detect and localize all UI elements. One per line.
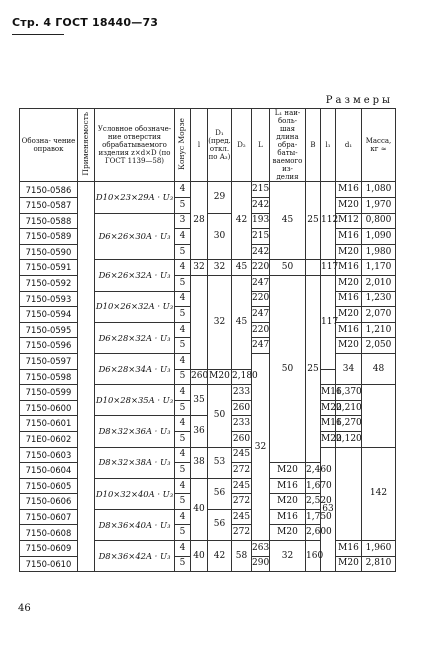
d-1-cell: M16 bbox=[336, 229, 362, 245]
conditional-cell: D8×36×42A · U₃ bbox=[95, 541, 175, 572]
d1-cell: 35 bbox=[191, 385, 208, 416]
page-header: Стр. 4 ГОСТ 18440—73 bbox=[12, 16, 159, 29]
morse-cell: 5 bbox=[175, 338, 191, 354]
designation-cell: 7150-0597 bbox=[20, 353, 78, 369]
morse-cell: 5 bbox=[175, 463, 191, 479]
L-cell: 245 bbox=[232, 447, 252, 463]
mass-cell: 1,170 bbox=[362, 260, 396, 276]
conditional-cell: D10×28×35A · U₃ bbox=[95, 385, 175, 416]
designation-cell: 7150-0606 bbox=[20, 494, 78, 510]
L-cell: 260 bbox=[232, 431, 252, 447]
table-row bbox=[20, 260, 396, 276]
d-1-cell: M20 bbox=[336, 244, 362, 260]
designation-cell: 7150-0600 bbox=[20, 400, 78, 416]
L-cell: 193 bbox=[252, 213, 270, 229]
table-row bbox=[20, 275, 396, 291]
B-cell: 25 bbox=[306, 182, 321, 260]
mass-cell: 2,120 bbox=[336, 431, 362, 447]
d-1-cell: M16 bbox=[321, 385, 336, 401]
table-row bbox=[20, 447, 396, 463]
L-cell: 247 bbox=[252, 338, 270, 354]
d1-cell: 40 bbox=[191, 478, 208, 540]
L-cell: 260 bbox=[191, 369, 208, 385]
conditional-cell: D8×32×38A · U₃ bbox=[95, 447, 175, 478]
morse-cell: 4 bbox=[175, 509, 191, 525]
page-number: 46 bbox=[18, 603, 31, 614]
L-cell: 272 bbox=[232, 525, 252, 541]
L-cell: 272 bbox=[232, 463, 252, 479]
designation-cell: 7150-0607 bbox=[20, 509, 78, 525]
mass-cell: 2,070 bbox=[362, 307, 396, 323]
L-cell: 220 bbox=[252, 291, 270, 307]
mass-cell: 1,270 bbox=[336, 416, 362, 432]
col-header-mass: Масса, кг ≈ bbox=[362, 109, 396, 182]
d-1-cell: M20 bbox=[270, 463, 306, 479]
mass-cell: 1,210 bbox=[362, 322, 396, 338]
d-1-cell: M20 bbox=[321, 431, 336, 447]
designation-cell: 7150-0590 bbox=[20, 244, 78, 260]
mass-cell: 2,520 bbox=[306, 494, 321, 510]
conditional-cell: D6×26×30A · U₃ bbox=[95, 213, 175, 260]
mass-cell: 2,010 bbox=[362, 275, 396, 291]
morse-cell: 4 bbox=[175, 182, 191, 198]
l1-cell: 117 bbox=[321, 275, 336, 369]
morse-cell: 4 bbox=[175, 260, 191, 276]
mass-cell: 1,970 bbox=[362, 198, 396, 214]
d-1-cell: M20 bbox=[336, 198, 362, 214]
conditional-cell: D6×28×34A · U₃ bbox=[95, 353, 175, 384]
d2-cell: 53 bbox=[208, 447, 232, 478]
d-1-cell: M16 bbox=[270, 478, 306, 494]
B-cell: 32 bbox=[270, 541, 306, 572]
L-cell: 290 bbox=[252, 556, 270, 572]
L-cell: 263 bbox=[252, 541, 270, 557]
mass-cell: 1,960 bbox=[362, 541, 396, 557]
d2-cell: 50 bbox=[208, 385, 232, 447]
L-cell: 245 bbox=[232, 509, 252, 525]
L-cell: 215 bbox=[252, 182, 270, 198]
designation-cell: 7150-0591 bbox=[20, 260, 78, 276]
morse-cell: 5 bbox=[175, 307, 191, 323]
conditional-cell: D10×23×29A · U₃ bbox=[95, 182, 175, 213]
l1-cell: 112 bbox=[321, 182, 336, 260]
d1-cell: 38 bbox=[191, 447, 208, 478]
conditional-cell: D8×32×36A · U₃ bbox=[95, 416, 175, 447]
d1-cell: 32 bbox=[208, 275, 232, 369]
mass-cell: 1,980 bbox=[362, 244, 396, 260]
mass-cell: 1,090 bbox=[362, 229, 396, 245]
morse-cell: 4 bbox=[175, 322, 191, 338]
l-cell bbox=[191, 275, 208, 369]
d-1-cell: M20 bbox=[336, 275, 362, 291]
designation-cell: 7150-0596 bbox=[20, 338, 78, 354]
designation-cell: 7150-0586 bbox=[20, 182, 78, 198]
d1-cell: 36 bbox=[191, 416, 208, 447]
mass-cell: 2,180 bbox=[232, 369, 252, 385]
designation-cell: 7150-0608 bbox=[20, 525, 78, 541]
morse-cell: 5 bbox=[175, 400, 191, 416]
d-1-cell: M16 bbox=[336, 182, 362, 198]
designation-cell: 7150-0609 bbox=[20, 541, 78, 557]
mass-cell: 2,210 bbox=[336, 400, 362, 416]
mass-cell: 1,750 bbox=[306, 509, 321, 525]
col-header-L: L bbox=[252, 109, 270, 182]
col-header-designation: Обозна- чение оправок bbox=[20, 109, 78, 182]
l1-cell: 117 bbox=[321, 260, 336, 276]
B-cell: 25 bbox=[306, 275, 321, 462]
designation-cell: 7150-0604 bbox=[20, 463, 78, 479]
d2-cell: 42 bbox=[232, 182, 252, 260]
morse-cell: 4 bbox=[175, 541, 191, 557]
morse-cell: 4 bbox=[175, 291, 191, 307]
col-header-d-1: d₁ bbox=[336, 109, 362, 182]
conditional-cell: D6×28×32A · U₃ bbox=[95, 322, 175, 353]
designation-cell: 7150-0601 bbox=[20, 416, 78, 432]
L-cell: 233 bbox=[232, 416, 252, 432]
designation-cell: 7150-0595 bbox=[20, 322, 78, 338]
d1-cell: 29 bbox=[208, 182, 232, 213]
d-1-cell: M16 bbox=[336, 541, 362, 557]
d-1-cell: M20 bbox=[270, 525, 306, 541]
L-cell: 220 bbox=[252, 322, 270, 338]
designation-cell: 7150-0593 bbox=[20, 291, 78, 307]
designation-cell: 7150-0605 bbox=[20, 478, 78, 494]
d-1-cell: M20 bbox=[321, 400, 336, 416]
d2-cell: 56 bbox=[208, 509, 232, 540]
morse-cell: 4 bbox=[175, 353, 191, 369]
morse-cell: 4 bbox=[175, 416, 191, 432]
table-header-row bbox=[20, 109, 396, 182]
morse-cell: 4 bbox=[175, 447, 191, 463]
d-1-cell: M12 bbox=[336, 213, 362, 229]
L1-cell: 50 bbox=[270, 260, 306, 276]
table-row bbox=[20, 213, 396, 229]
L-cell: 247 bbox=[252, 307, 270, 323]
col-header-d1: D₁ (пред. откл. по A₃) bbox=[208, 109, 232, 182]
l1-cell: 142 bbox=[362, 447, 396, 541]
d2-cell: 58 bbox=[232, 541, 252, 572]
designation-cell: 7150-0589 bbox=[20, 229, 78, 245]
applicability-cell bbox=[78, 182, 95, 572]
B-cell bbox=[306, 260, 321, 276]
d-1-cell: M16 bbox=[336, 322, 362, 338]
mass-cell: 2,600 bbox=[306, 525, 321, 541]
col-header-applicability: Применяемость bbox=[78, 109, 95, 182]
L1-cell: 50 bbox=[270, 275, 306, 462]
col-header-d2: D₂ bbox=[232, 109, 252, 182]
d2-cell: 45 bbox=[232, 260, 252, 276]
L1-cell: 63 bbox=[321, 447, 336, 572]
dimensions-table bbox=[19, 108, 396, 572]
L-cell: 242 bbox=[252, 198, 270, 214]
col-header-l1: l₁ bbox=[321, 109, 336, 182]
dimensions-label: Размеры bbox=[325, 95, 393, 106]
morse-cell: 5 bbox=[175, 369, 191, 385]
d2-cell: 48 bbox=[362, 353, 396, 384]
d-1-cell: M20 bbox=[270, 494, 306, 510]
col-header-conditional: Условное обозначе- ние отверстия обрабатываемого изделия z×d×D (по ГОСТ 1139—58) bbox=[95, 109, 175, 182]
L-cell: 215 bbox=[252, 229, 270, 245]
mass-cell: 2,460 bbox=[306, 463, 321, 479]
conditional-cell: D8×36×40A · U₃ bbox=[95, 509, 175, 540]
table-row bbox=[20, 541, 396, 557]
morse-cell: 5 bbox=[175, 244, 191, 260]
L-cell: 233 bbox=[232, 385, 252, 401]
l-cell: 32 bbox=[191, 260, 208, 276]
col-header-B: B bbox=[306, 109, 321, 182]
designation-cell: 7150-0594 bbox=[20, 307, 78, 323]
mass-cell: 1,370 bbox=[336, 385, 362, 401]
col-header-L1: L₁ наи- боль- шая длина обра- баты- ваемого из- делия bbox=[270, 109, 306, 182]
designation-cell: 7150-0588 bbox=[20, 213, 78, 229]
d1-cell: 42 bbox=[208, 541, 232, 572]
d-1-cell: M20 bbox=[336, 338, 362, 354]
d-1-cell: M20 bbox=[336, 307, 362, 323]
d-1-cell: M16 bbox=[270, 509, 306, 525]
d1-cell: 32 bbox=[208, 260, 232, 276]
morse-cell: 5 bbox=[175, 525, 191, 541]
B-cell bbox=[336, 447, 362, 541]
designation-cell: 7150-0598 bbox=[20, 369, 78, 385]
designation-cell: 7150-0603 bbox=[20, 447, 78, 463]
L1-cell: 45 bbox=[270, 182, 306, 260]
d2-cell: 56 bbox=[208, 478, 232, 509]
col-header-morse: Конус Морзе bbox=[175, 109, 191, 182]
designation-cell: 7150-0599 bbox=[20, 385, 78, 401]
mass-cell: 1,080 bbox=[362, 182, 396, 198]
d-1-cell: M16 bbox=[321, 416, 336, 432]
L-cell: 245 bbox=[232, 478, 252, 494]
d-1-cell: M16 bbox=[336, 260, 362, 276]
d-1-cell: M20 bbox=[208, 369, 232, 385]
conditional-cell: D6×26×32A · U₃ bbox=[95, 260, 175, 291]
mass-cell: 2,050 bbox=[362, 338, 396, 354]
conditional-cell: D10×26×32A · U₃ bbox=[95, 291, 175, 322]
morse-cell: 5 bbox=[175, 198, 191, 214]
d1-cell: 30 bbox=[208, 213, 232, 260]
designation-cell: 7150-0587 bbox=[20, 198, 78, 214]
l-cell: 40 bbox=[191, 541, 208, 572]
d2-cell: 45 bbox=[232, 275, 252, 369]
morse-cell: 5 bbox=[175, 275, 191, 291]
col-header-l: l bbox=[191, 109, 208, 182]
mass-cell: 1,230 bbox=[362, 291, 396, 307]
designation-cell: 7150-0610 bbox=[20, 556, 78, 572]
L-cell: 247 bbox=[252, 275, 270, 291]
d-1-cell: M16 bbox=[336, 291, 362, 307]
morse-cell: 5 bbox=[175, 556, 191, 572]
mass-cell: 1,670 bbox=[306, 478, 321, 494]
d1-cell: 34 bbox=[336, 353, 362, 384]
morse-cell: 3 bbox=[175, 213, 191, 229]
L-cell: 220 bbox=[252, 260, 270, 276]
morse-cell: 4 bbox=[175, 229, 191, 245]
table-row bbox=[20, 385, 396, 401]
conditional-cell: D10×32×40A · U₃ bbox=[95, 478, 175, 509]
table-row bbox=[20, 182, 396, 198]
L-cell: 260 bbox=[232, 400, 252, 416]
header-rule bbox=[12, 34, 64, 35]
l-cell: 32 bbox=[252, 353, 270, 540]
l-cell: 28 bbox=[191, 182, 208, 260]
mass-cell: 0,800 bbox=[362, 213, 396, 229]
l1-cell: 160 bbox=[306, 541, 321, 572]
morse-cell: 5 bbox=[175, 494, 191, 510]
designation-cell: 7150-0592 bbox=[20, 275, 78, 291]
morse-cell: 5 bbox=[175, 431, 191, 447]
mass-cell: 2,810 bbox=[362, 556, 396, 572]
designation-cell: 71Е0-0602 bbox=[20, 431, 78, 447]
L-cell: 242 bbox=[252, 244, 270, 260]
L-cell: 272 bbox=[232, 494, 252, 510]
d-1-cell: M20 bbox=[336, 556, 362, 572]
morse-cell: 4 bbox=[175, 478, 191, 494]
morse-cell: 4 bbox=[175, 385, 191, 401]
